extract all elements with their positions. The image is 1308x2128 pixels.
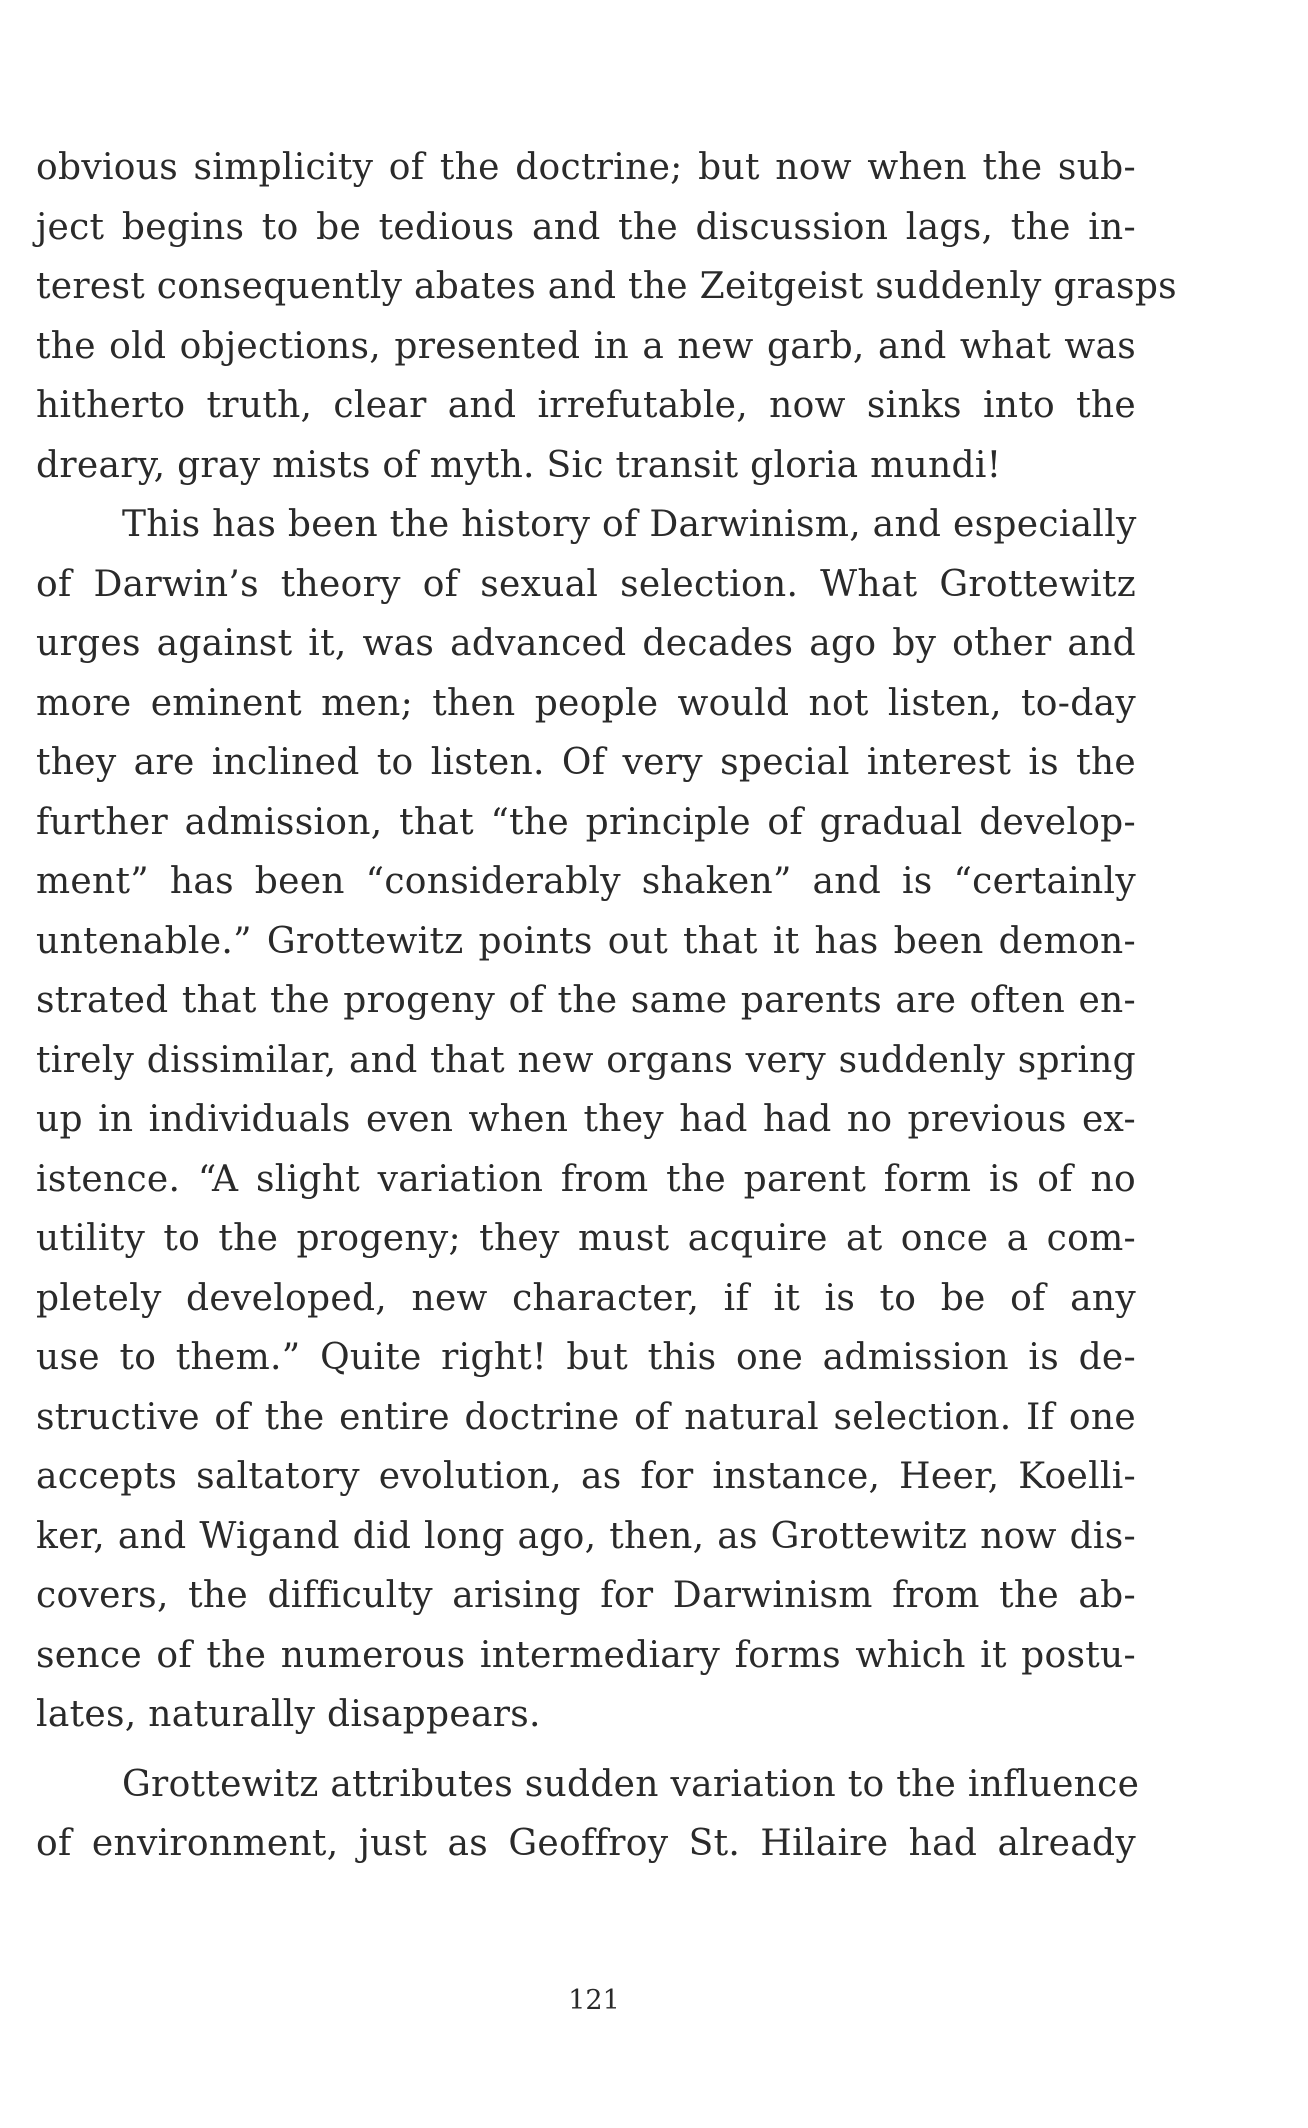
text-line: urges against it, was advanced decades ago by other and (36, 623, 1136, 664)
text-line: untenable.” Grottewitz points out that it has been demon- (36, 920, 1136, 962)
text-line: lates, naturally disappears. (36, 1694, 541, 1735)
text-line: pletely developed, new character, if it is to be of any (36, 1277, 1136, 1319)
text-line: structive of the entire doctrine of natural selection. If one (36, 1396, 1136, 1438)
text-line: use to them.” Quite right! but this one admission is de- (36, 1337, 1136, 1378)
text-line: Grottewitz attributes sudden variation to the influence (122, 1763, 1140, 1805)
text-line: the old objections, presented in a new garb, and what was (36, 325, 1136, 367)
text-line: more eminent men; then people would not listen, to-day (36, 682, 1136, 724)
text-line: istence. “A slight variation from the parent form is of no (36, 1158, 1136, 1200)
text-line: sence of the numerous intermediary forms which it postu- (36, 1634, 1136, 1676)
text-line: utility to the progeny; they must acquire at once a com- (36, 1218, 1136, 1259)
text-line: up in individuals even when they had had no previous ex- (36, 1099, 1136, 1140)
text-line: hitherto truth, clear and irrefutable, now sinks into the (36, 385, 1136, 426)
text-line: strated that the progeny of the same parents are often en- (36, 980, 1136, 1021)
text-line: obvious simplicity of the doctrine; but now when the sub- (36, 147, 1136, 188)
text-line: ject begins to be tedious and the discussion lags, the in- (36, 206, 1136, 248)
body-text (36, 138, 1177, 1874)
text-line: covers, the difficulty arising for Darwinism from the ab- (36, 1575, 1136, 1616)
page-number: 121 (568, 1985, 620, 2016)
text-line: tirely dissimilar, and that new organs very suddenly spring (36, 1039, 1136, 1081)
text-line: ment” has been “considerably shaken” and is “certainly (36, 861, 1136, 902)
text-line: of Darwin’s theory of sexual selection. What Grottewitz (36, 563, 1136, 605)
text-line: terest consequently abates and the Zeitgeist suddenly grasps (36, 266, 1177, 307)
text-line: dreary, gray mists of myth. Sic transit gloria mundi! (36, 444, 1002, 486)
text-line: This has been the history of Darwinism, and especially (122, 504, 1137, 545)
text-line: of environment, just as Geoffroy St. Hilaire had already (36, 1823, 1136, 1864)
text-line: accepts saltatory evolution, as for instance, Heer, Koelli- (36, 1456, 1136, 1497)
text-line: further admission, that “the principle of gradual develop- (36, 801, 1136, 843)
text-line: they are inclined to listen. Of very special interest is the (36, 742, 1136, 783)
text-line: ker, and Wigand did long ago, then, as Grottewitz now dis- (36, 1515, 1136, 1557)
